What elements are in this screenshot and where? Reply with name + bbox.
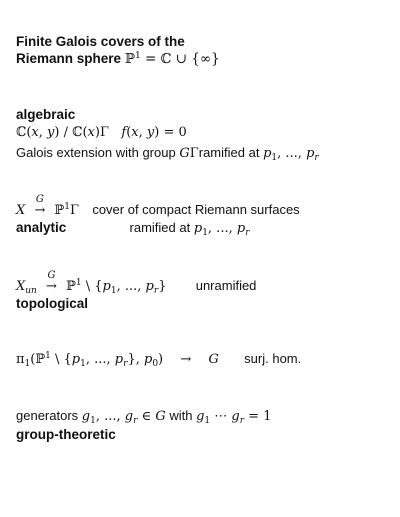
analytic-branch-points: $p_1$, ..., $p_r$ (193, 221, 250, 238)
topological-heading: topological (16, 296, 88, 311)
galois-extension-text: Galois extension with group (16, 145, 176, 160)
punctured-sphere: ℙ$^1$ \ {$p_1$, ..., $p_r$} (66, 278, 167, 296)
generators-line (16, 408, 271, 425)
title-line-1: Finite Galois covers of the (16, 34, 185, 49)
unramified-text: unramified (195, 278, 257, 293)
title-line-2 (16, 51, 220, 67)
ramified-at-text: ramified at (198, 145, 260, 160)
analytic-ramified-text: ramified at (129, 220, 191, 235)
fundamental-group: $\pi_1(ℙ^1$ \ {$p_1$, ..., $p_r$}, $p_0$) (16, 351, 164, 369)
fundamental-group-line (16, 351, 301, 368)
group-symbol: G (179, 146, 190, 161)
hom-arrow: → (180, 352, 192, 367)
generators-formula: $g_1$, ..., $g_r$ ∈ G (81, 409, 166, 426)
title-formula: ℙ$^1$ = ℂ ∪ {∞} (124, 51, 220, 67)
unramified-arrow: G → (46, 270, 57, 294)
target-group: G (208, 352, 219, 367)
surface-x: X (16, 203, 26, 218)
generators-text: generators (16, 408, 79, 423)
algebraic-field-extension: ℂ(x, y) / ℂ(x)Γ f(x, y) = 0 (16, 125, 187, 140)
algebraic-heading: algebraic (16, 107, 76, 122)
group-theoretic-heading: group-theoretic (16, 427, 116, 442)
product-relation: $g_1$ ⋯ $g_r = 1$ (196, 409, 272, 426)
gamma-symbol: Γ (189, 146, 199, 161)
projective-line: ℙ$^1$Γ (54, 202, 80, 218)
algebraic-galois-line (16, 145, 319, 162)
branch-points: $p_1$, ..., $p_r$ (263, 146, 319, 163)
unramified-surface: $X_{un}$ (16, 279, 37, 296)
with-text: with (169, 408, 193, 423)
title-riemann-sphere-text: Riemann sphere (16, 51, 122, 66)
analytic-line-2 (16, 220, 250, 237)
surj-hom-text: surj. hom. (244, 351, 302, 366)
cover-compact-text: cover of compact Riemann surfaces (92, 202, 300, 217)
analytic-cover-line (16, 194, 300, 219)
topological-line-1 (16, 270, 257, 296)
analytic-heading: analytic (16, 220, 67, 235)
cover-arrow: G → (34, 194, 46, 218)
